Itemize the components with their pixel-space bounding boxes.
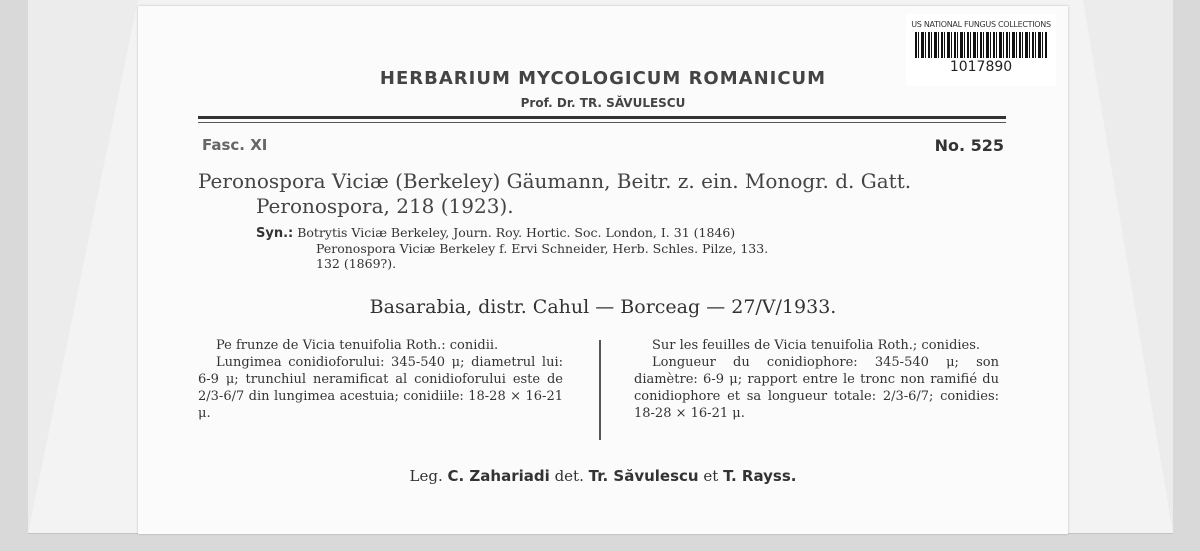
french-measurements: Longueur du conidiophore: 345-540 μ; son diamètre: 6-9 μ; rapport entre le tronc non ramifié du conidiophore et sa longueur totale: 2/3-6/7; conidies: 18-28 × 16-21 μ. [634, 355, 999, 421]
header-divider-thin [198, 122, 1006, 123]
collector-name: C. Zahariadi [447, 467, 550, 485]
barcode-icon [915, 32, 1047, 58]
species-line-1: Peronospora Viciæ (Berkeley) Gäumann, Beitr. z. ein. Monogr. d. Gatt. [198, 169, 912, 193]
column-divider [599, 340, 601, 440]
romanian-host: Pe frunze de Vicia tenuifolia Roth.: conidii. [216, 338, 499, 353]
envelope-flap-right [1083, 0, 1173, 533]
synonyms [256, 225, 1016, 271]
french-description [634, 337, 999, 422]
determiner-2: T. Rayss. [723, 467, 797, 485]
romanian-measurements: Lungimea conidioforului: 345-540 μ; diametrul lui: 6-9 μ; trunchiul neramificat al conidioforului este de 2/3-6/7 din lungimea acestuia; conidiile: 18-28 × 16-21 μ. [198, 355, 563, 421]
synonym-line-2: Peronospora Viciæ Berkeley f. Ervi Schneider, Herb. Schles. Pilze, 133. [316, 241, 769, 256]
french-host: Sur les feuilles de Vicia tenuifolia Roth.; conidies. [652, 338, 981, 353]
romanian-description [198, 337, 563, 422]
header-divider-thick [198, 116, 1006, 119]
barcode-number: 1017890 [949, 59, 1013, 75]
leg-label: Leg. [409, 467, 443, 485]
synonyms-label: Syn.: [256, 226, 294, 241]
synonym-line-1: Botrytis Viciæ Berkeley, Journ. Roy. Hortic. Soc. London, I. 31 (1846) [297, 225, 736, 240]
specimen-number: No. 525 [934, 136, 1004, 155]
barcode-caption: US NATIONAL FUNGUS COLLECTIONS [911, 20, 1051, 29]
herbarium-title: HERBARIUM MYCOLOGICUM ROMANICUM [379, 68, 827, 89]
collector-line [138, 467, 1068, 485]
envelope-flap-left [28, 0, 138, 533]
synonym-line-3: 132 (1869?). [316, 256, 397, 271]
collection-locality: Basarabia, distr. Cahul — Borceag — 27/V/1933. [369, 296, 837, 318]
det-label: det. [554, 467, 584, 485]
determiner-1: Tr. Săvulescu [588, 467, 699, 485]
herbarium-subtitle: Prof. Dr. TR. SĂVULESCU [520, 96, 686, 110]
fascicle-label: Fasc. XI [202, 136, 268, 154]
et-label: et [703, 467, 719, 485]
herbarium-label [138, 6, 1068, 534]
species-name [198, 169, 1018, 219]
species-line-2: Peronospora, 218 (1923). [256, 194, 514, 218]
